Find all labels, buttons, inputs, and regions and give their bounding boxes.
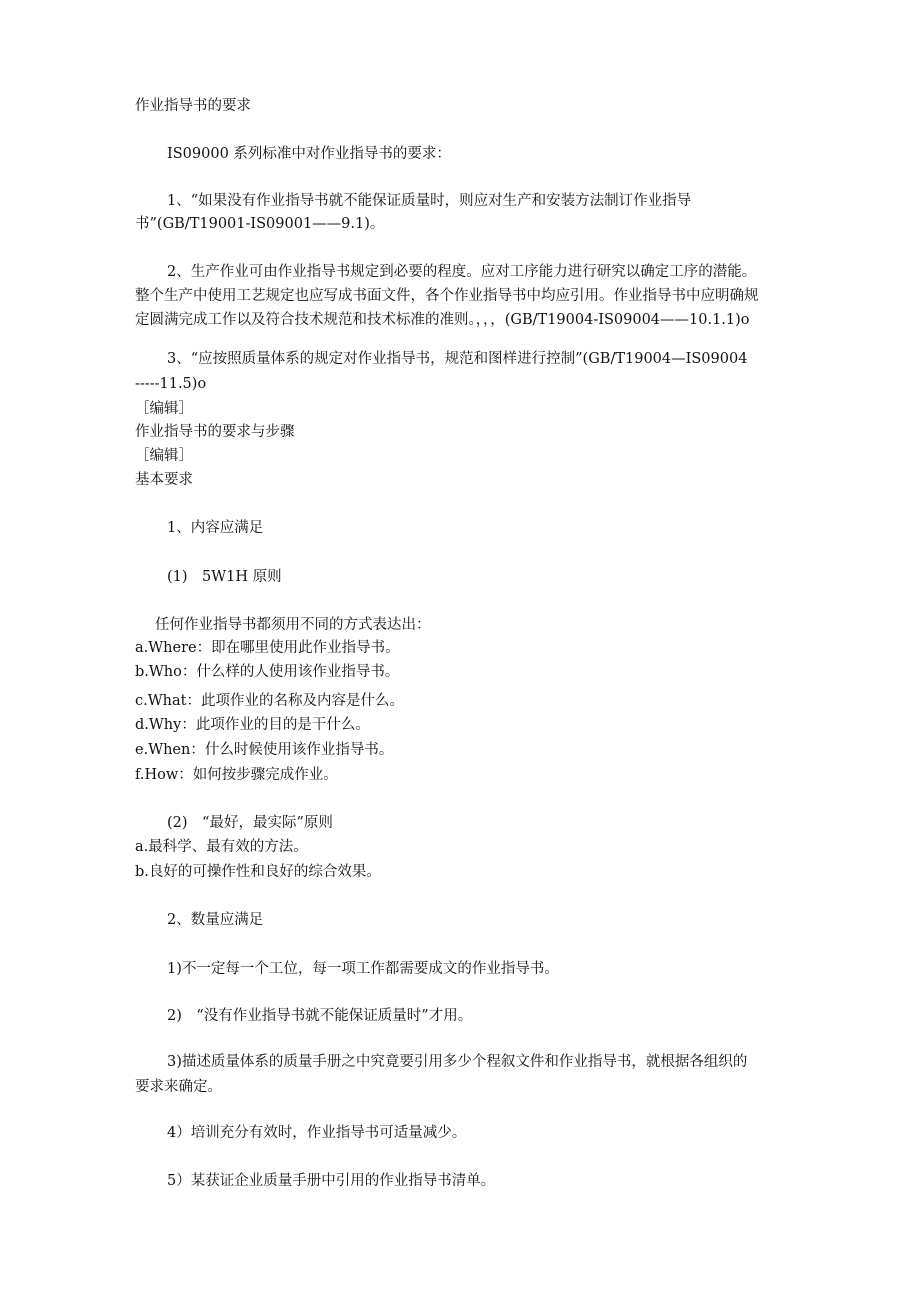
quantity-item-1: 1)不一定每一个工位，每一项工作都需要成文的作业指导书。 [167,961,559,977]
page-title: 作业指导书的要求 [135,98,251,114]
requirement-1-line-1: 1、“如果没有作业指导书就不能保证质量时，则应对生产和安装方法制订作业指导 [167,193,692,209]
principle-best-practical: (2) “最好，最实际”原则 [167,815,333,831]
edit-link-2[interactable]: ［编辑］ [135,448,193,464]
quantity-item-3-line-2: 要求来确定。 [135,1079,222,1095]
requirement-3-line-2: -----11.5)o [135,376,207,392]
requirement-3-line-1: 3、“应按照质量体系的规定对作业指导书，规范和图样进行控制”(GB/T19004—IS09004 [167,351,748,367]
principle-5w1h: (1) 5W1H 原则 [167,569,282,585]
quantity-requirement-title: 2、数量应满足 [167,912,264,928]
list-item-who: b.Who：什么样的人使用该作业指导书。 [135,664,400,680]
quantity-item-5: 5）某获证企业质量手册中引用的作业指导书清单。 [167,1173,496,1189]
requirement-2-line-2: 整个生产中使用工艺规定也应写成书面文件，各个作业指导书中均应引用。作业指导书中应明确规 [135,288,759,304]
list-item-why: d.Why：此项作业的目的是干什么。 [135,717,370,733]
quantity-item-2: 2) “没有作业指导书就不能保证质量时”才用。 [167,1008,473,1024]
list-item-what: c.What：此项作业的名称及内容是什么。 [135,693,404,709]
list-item-where: a.Where：即在哪里使用此作业指导书。 [135,640,400,656]
list-item-b: b.良好的可操作性和良好的综合效果。 [135,864,381,880]
quantity-item-3-line-1: 3)描述质量体系的质量手册之中究竟要引用多少个程叙文件和作业指导书，就根据各组织的 [167,1054,748,1070]
requirement-2-line-3: 定圆满完成工作以及符合技术规范和技术标准的准则。，，，(GB/T19004-IS09004——10.1.1)o [135,312,750,328]
section-heading-basic: 基本要求 [135,472,193,488]
intro-paragraph: IS09000 系列标准中对作业指导书的要求： [167,146,451,162]
list-item-a: a.最科学、最有效的方法。 [135,839,308,855]
list-item-when: e.When：什么时候使用该作业指导书。 [135,742,394,758]
section-heading-steps: 作业指导书的要求与步骤 [135,424,295,440]
content-requirement-title: 1、内容应满足 [167,520,264,536]
quantity-item-4: 4）培训充分有效时，作业指导书可适量减少。 [167,1125,467,1141]
requirement-1-line-2: 书”(GB/T19001-IS09001——9.1)。 [135,216,385,232]
principle-5w1h-desc: 任何作业指导书都须用不同的方式表达出： [155,617,431,633]
list-item-how: f.How：如何按步骤完成作业。 [135,767,338,783]
requirement-2-line-1: 2、生产作业可由作业指导书规定到必要的程度。应对工序能力进行研究以确定工序的潜能。 [167,264,757,280]
edit-link-1[interactable]: ［编辑］ [135,401,193,417]
